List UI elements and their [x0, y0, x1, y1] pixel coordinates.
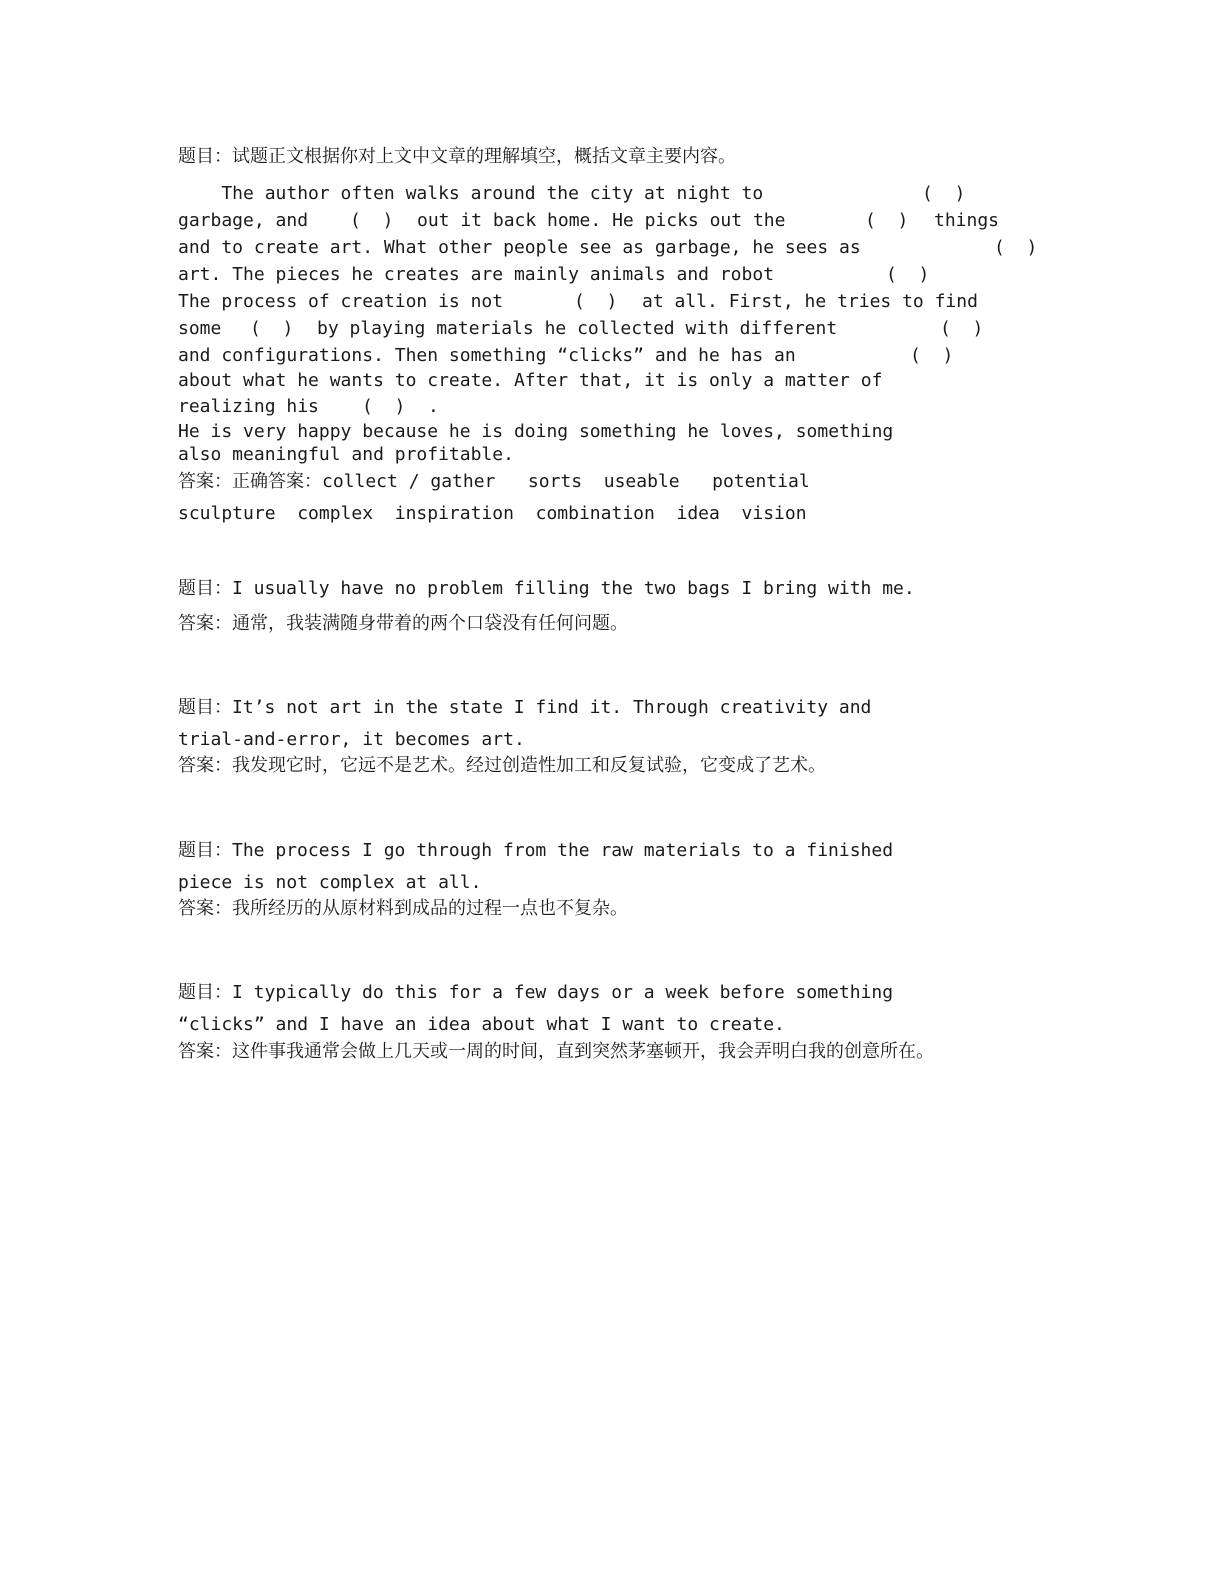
q1-blank-9[interactable]: ( )	[910, 345, 954, 366]
q1-passage-line-6a: some	[178, 318, 222, 339]
q2-answer-label: 答案：	[178, 613, 232, 634]
q3-answer-label: 答案：	[178, 755, 232, 776]
q1-passage-line-8: about what he wants to create. After that, it is only a matter of	[178, 370, 883, 391]
q4-question-line-1	[178, 839, 893, 863]
q1-answer-prefix: 正确答案：	[232, 471, 322, 492]
q1-passage-line-9b: .	[428, 396, 439, 417]
q4-answer-label: 答案：	[178, 898, 232, 919]
q4-answer-line	[178, 897, 628, 921]
q1-answer-label: 答案：	[178, 471, 232, 492]
q5-question-line-1	[178, 981, 893, 1005]
q1-blank-1[interactable]: ( )	[922, 183, 966, 204]
q1-passage-line-9a: realizing his	[178, 396, 319, 417]
q2-label: 题目：	[178, 578, 232, 599]
q1-answer-line-1	[178, 470, 810, 494]
q1-answer-line-2: sculpture complex inspiration combination idea vision	[178, 503, 807, 524]
q5-label: 题目：	[178, 982, 232, 1003]
q3-answer-line	[178, 754, 826, 778]
q1-blank-6[interactable]: ( )	[574, 291, 618, 312]
q1-passage-line-2c: things	[934, 210, 1000, 231]
q5-question-line-2: “clicks” and I have an idea about what I want to create.	[178, 1014, 785, 1035]
q4-label: 题目：	[178, 840, 232, 861]
q1-blank-7[interactable]: ( )	[250, 318, 294, 339]
q1-label: 题目：	[178, 146, 232, 167]
q5-answer: 这件事我通常会做上几天或一周的时间，直到突然茅塞顿开，我会弄明白我的创意所在。	[232, 1041, 934, 1062]
q1-blank-10[interactable]: ( )	[362, 396, 406, 417]
q1-passage-line-11: also meaningful and profitable.	[178, 444, 514, 465]
q1-blank-2[interactable]: ( )	[350, 210, 394, 231]
q1-passage-line-7: and configurations. Then something “clicks” and he has an	[178, 345, 796, 366]
q3-question-line-1	[178, 696, 871, 720]
q5-question-1: I typically do this for a few days or a week before something	[232, 982, 894, 1003]
q5-answer-label: 答案：	[178, 1041, 232, 1062]
q1-passage-line-5a: The process of creation is not	[178, 291, 504, 312]
q3-label: 题目：	[178, 697, 232, 718]
q1-passage-line-6b: by playing materials he collected with different	[317, 318, 838, 339]
q2-answer-line	[178, 612, 628, 636]
q4-question-1: The process I go through from the raw materials to a finished	[232, 840, 894, 861]
q1-blank-5[interactable]: ( )	[886, 264, 930, 285]
q1-passage-line-3: and to create art. What other people see as garbage, he sees as	[178, 237, 861, 258]
q1-passage-line-2b: out it back home. He picks out the	[417, 210, 786, 231]
q2-question: I usually have no problem filling the two bags I bring with me.	[232, 578, 915, 599]
q1-passage-line-10: He is very happy because he is doing something he loves, something	[178, 421, 894, 442]
q1-answer-words-1: collect / gather sorts useable potential	[322, 471, 810, 492]
q1-passage-line-4: art. The pieces he creates are mainly animals and robot	[178, 264, 775, 285]
q3-question-1: It’s not art in the state I find it. Through creativity and	[232, 697, 872, 718]
q3-answer: 我发现它时，它远不是艺术。经过创造性加工和反复试验，它变成了艺术。	[232, 755, 826, 776]
q1-blank-3[interactable]: ( )	[865, 210, 909, 231]
q4-answer: 我所经历的从原材料到成品的过程一点也不复杂。	[232, 898, 628, 919]
q1-blank-4[interactable]: ( )	[994, 237, 1038, 258]
q1-passage-line-5b: at all. First, he tries to find	[642, 291, 978, 312]
q1-title-line	[178, 145, 736, 169]
q1-passage-line-1: The author often walks around the city at night to	[178, 183, 764, 204]
q2-answer: 通常，我装满随身带着的两个口袋没有任何问题。	[232, 613, 628, 634]
q3-question-line-2: trial-and-error, it becomes art.	[178, 729, 525, 750]
q1-title: 试题正文根据你对上文中文章的理解填空，概括文章主要内容。	[232, 146, 736, 167]
q1-blank-8[interactable]: ( )	[940, 318, 984, 339]
q1-passage-line-2a: garbage, and	[178, 210, 309, 231]
q2-question-line	[178, 577, 915, 601]
q5-answer-line	[178, 1040, 934, 1064]
q4-question-line-2: piece is not complex at all.	[178, 872, 482, 893]
